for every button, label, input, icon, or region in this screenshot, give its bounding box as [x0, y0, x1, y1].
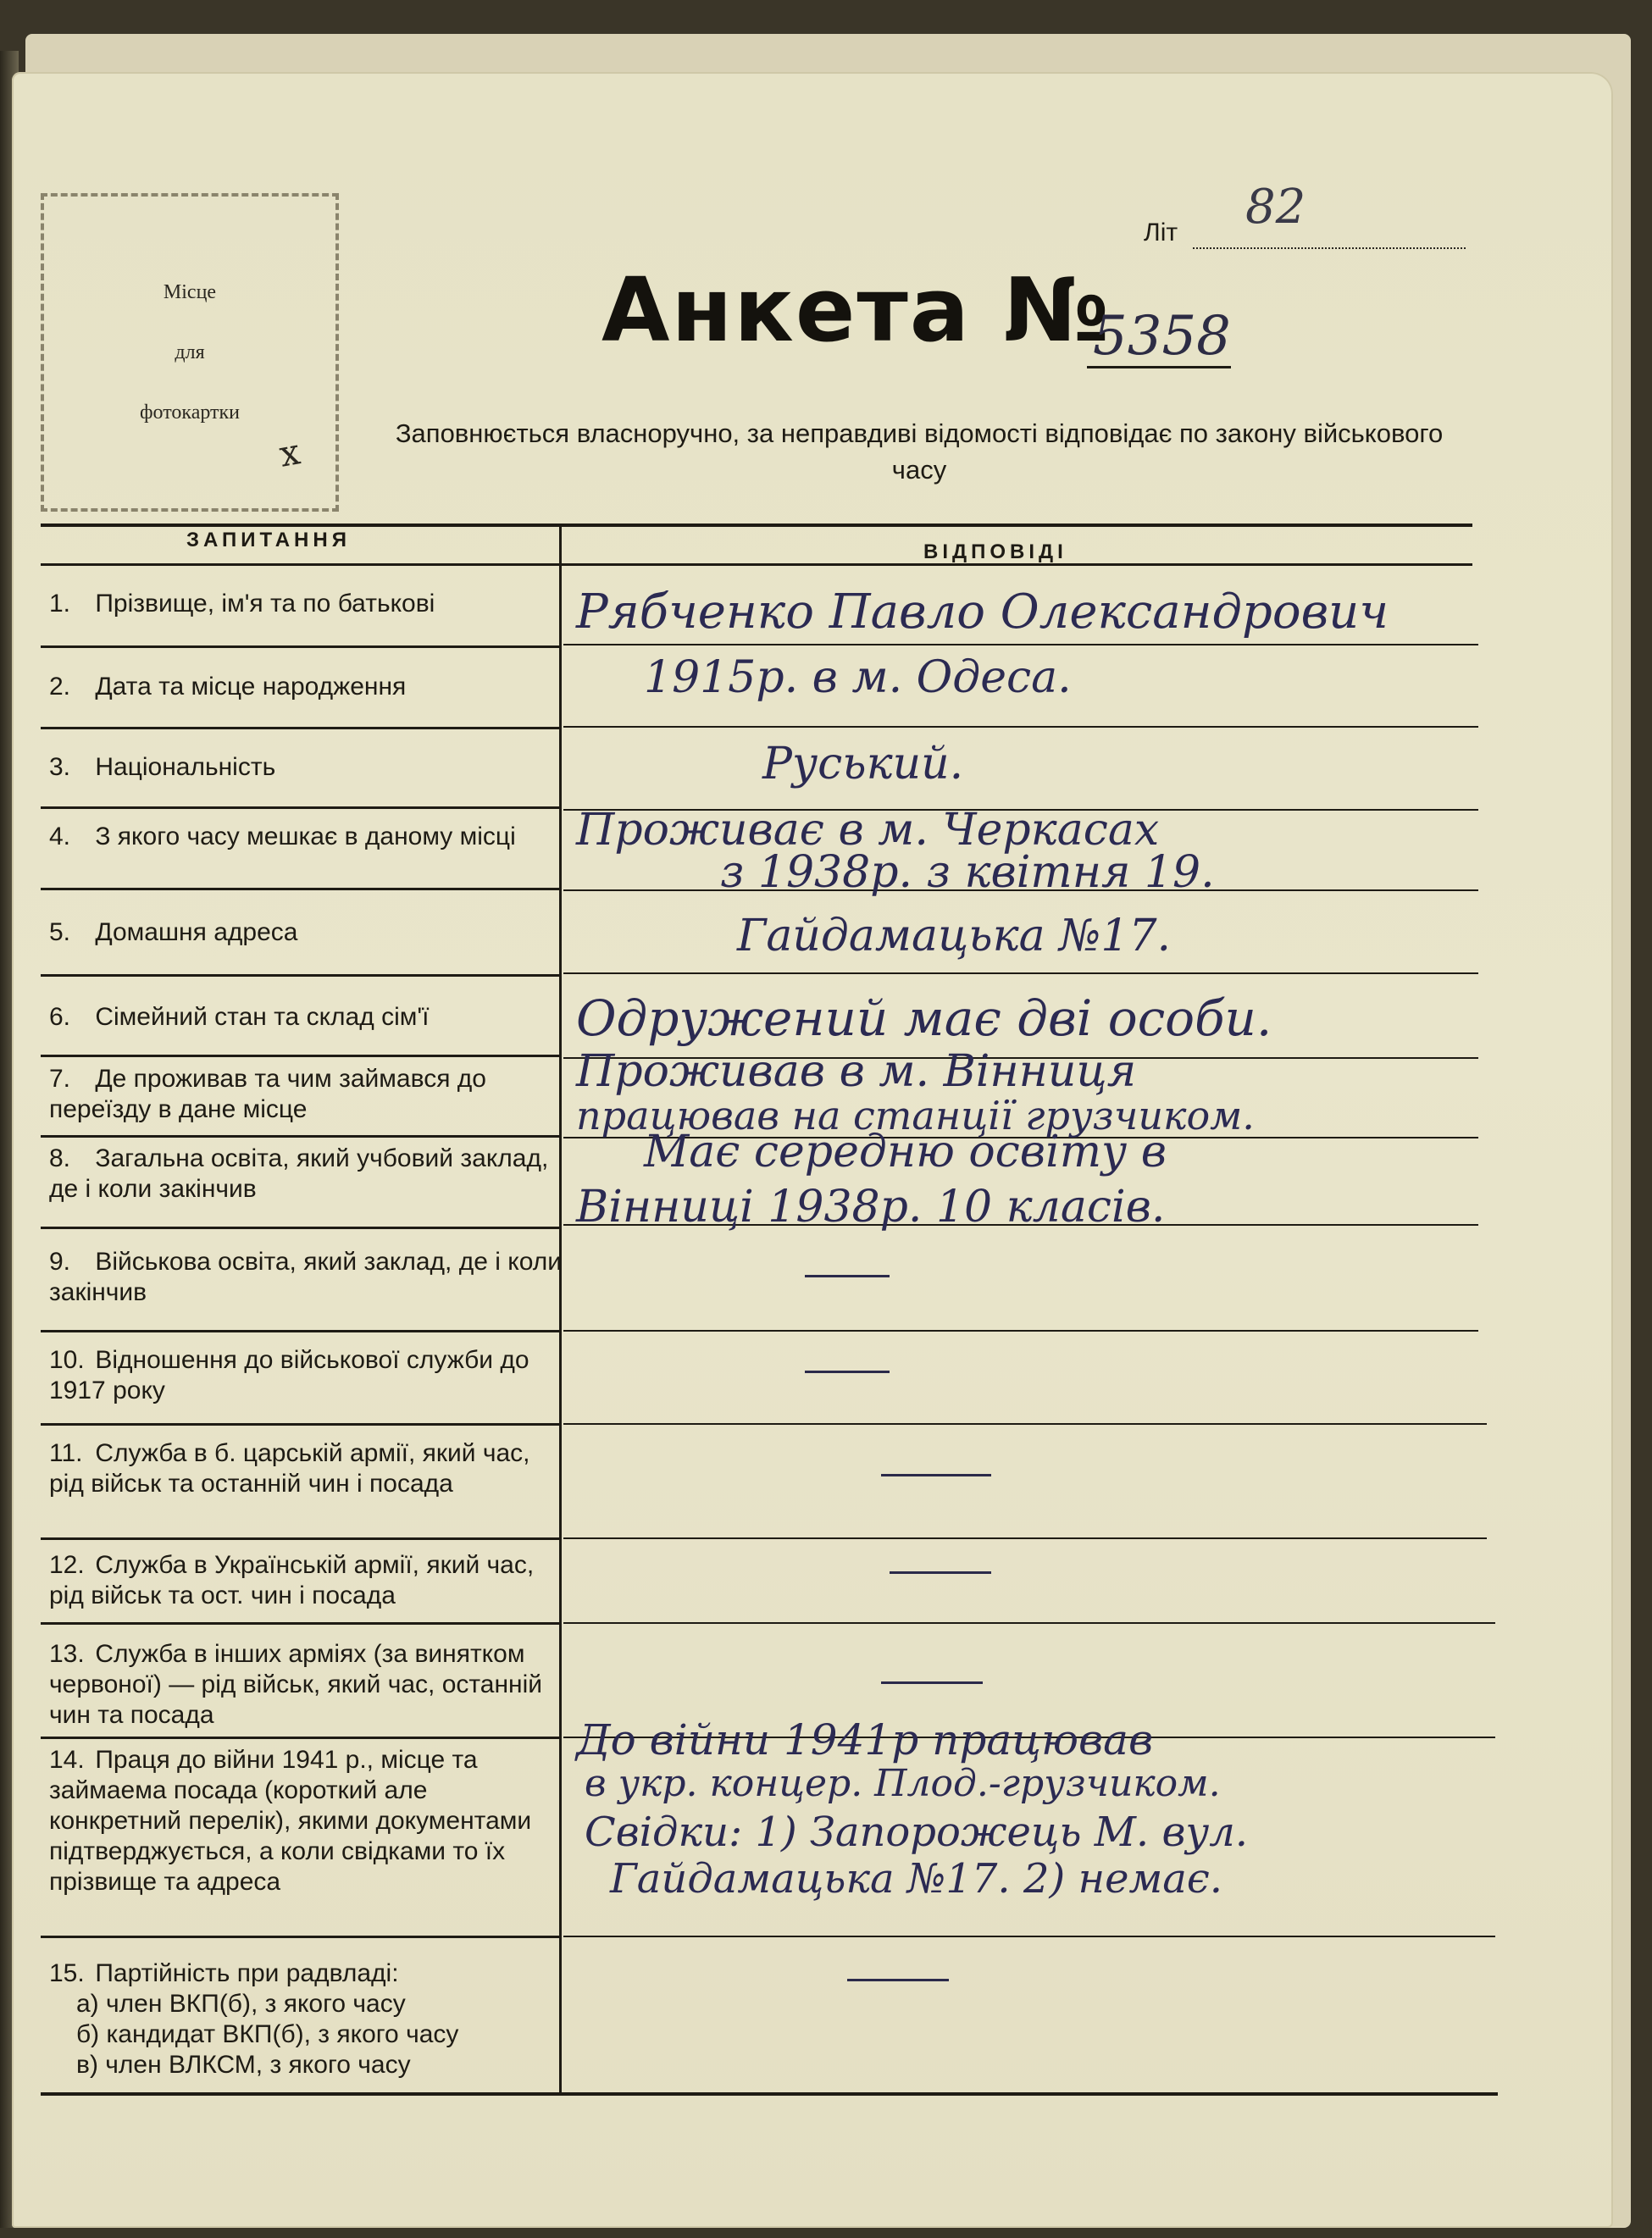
- row-rule: [41, 1135, 559, 1138]
- question-14: [49, 1745, 562, 1897]
- question-6: [49, 1002, 562, 1033]
- photo-label-2: для: [175, 341, 205, 363]
- questions-heading: ЗАПИТАННЯ: [186, 529, 351, 551]
- answer-4-line-2: з 1938р. з квітня 19.: [720, 847, 1215, 898]
- question-number: 13.: [49, 1640, 85, 1668]
- blank-answer-dash: [805, 1371, 890, 1373]
- row-rule: [41, 1936, 559, 1938]
- row-rule: [41, 1737, 559, 1739]
- row-rule: [41, 1055, 559, 1057]
- question-10: [49, 1345, 562, 1406]
- answer-3: Руський.: [762, 739, 964, 789]
- question-9: [49, 1247, 562, 1308]
- answer-14-line-3: Свідки: 1) Запорожець М. вул.: [585, 1809, 1249, 1856]
- question-15: [49, 1958, 562, 2080]
- row-rule: [41, 1227, 559, 1229]
- question-sub-b: б) кандидат ВКП(б), з якого часу: [76, 2020, 459, 2048]
- question-text: Сімейний стан та склад сім'ї: [95, 1003, 430, 1031]
- row-rule: [41, 727, 559, 729]
- question-text: Домашня адреса: [95, 918, 298, 946]
- question-number: 12.: [49, 1551, 85, 1579]
- question-13: [49, 1639, 562, 1731]
- answer-ruling: [563, 1330, 1478, 1332]
- row-rule: [41, 974, 559, 977]
- question-number: 15.: [49, 1959, 85, 1987]
- question-number: 2.: [49, 673, 71, 701]
- table-bottom-rule: [41, 2092, 1498, 2096]
- answer-14-line-2: в укр. концер. Плод.-грузчиком.: [585, 1762, 1221, 1805]
- answer-ruling: [563, 972, 1478, 974]
- question-2: [49, 672, 562, 702]
- answer-7-line-1: Проживав в м. Вінниця: [576, 1046, 1137, 1097]
- number-underline: [1087, 366, 1231, 368]
- answer-ruling: [563, 1622, 1495, 1624]
- question-text: Дата та місце народження: [95, 673, 407, 701]
- answer-ruling: [563, 1537, 1487, 1539]
- question-number: 10.: [49, 1346, 85, 1374]
- page-title: Анкета №: [601, 258, 1111, 362]
- blank-answer-dash: [847, 1979, 949, 1981]
- blank-answer-dash: [890, 1571, 991, 1574]
- question-3: [49, 752, 562, 783]
- question-number: 3.: [49, 753, 71, 781]
- question-text: Відношення до військової служби до 1917 року: [49, 1346, 529, 1404]
- question-number: 4.: [49, 823, 71, 850]
- question-sub-c: в) член ВЛКСМ, з якого часу: [76, 2051, 411, 2079]
- question-number: 9.: [49, 1248, 71, 1276]
- question-text: Служба в б. царській армії, який час, рід військ та останній чин і посада: [49, 1439, 530, 1498]
- question-number: 8.: [49, 1144, 71, 1172]
- question-7: [49, 1064, 562, 1125]
- question-text: Служба в інших арміях (за винятком червоної) — рід військ, який час, останній чин та посада: [49, 1640, 543, 1729]
- question-number: 14.: [49, 1746, 85, 1774]
- blank-answer-dash: [881, 1474, 991, 1476]
- answer-8-line-1: Має середню освіту в: [644, 1127, 1167, 1177]
- answer-ruling: [563, 1936, 1495, 1937]
- row-rule: [41, 806, 559, 809]
- question-sub-a: а) член ВКП(б), з якого часу: [76, 1990, 406, 2018]
- blank-answer-dash: [805, 1275, 890, 1277]
- question-text: Прізвище, ім'я та по батькові: [95, 590, 435, 618]
- photo-label-1: Місце: [163, 280, 217, 303]
- question-5: [49, 917, 562, 948]
- questionnaire-number: 5358: [1093, 305, 1231, 368]
- table-top-rule: [41, 523, 1472, 527]
- answer-ruling: [563, 1423, 1487, 1425]
- lit-value: 82: [1245, 180, 1306, 235]
- question-text: З якого часу мешкає в даному місці: [95, 823, 516, 850]
- question-4: [49, 822, 562, 852]
- photo-label-3: фотокартки: [139, 401, 241, 424]
- lit-underline: [1193, 247, 1466, 249]
- row-rule: [41, 888, 559, 890]
- row-rule: [41, 1622, 559, 1625]
- answer-14-line-4: Гайдамацька №17. 2) немає.: [610, 1855, 1223, 1903]
- question-number: 7.: [49, 1065, 71, 1093]
- answer-ruling: [563, 644, 1478, 645]
- question-text: Партійність при радвладі:: [95, 1959, 399, 1987]
- lit-label: Літ: [1144, 219, 1178, 247]
- question-text: Військова освіта, який заклад, де і коли закінчив: [49, 1248, 562, 1306]
- answer-1: Рябченко Павло Олександрович: [576, 584, 1389, 640]
- answer-ruling: [563, 726, 1478, 728]
- answer-8-line-2: Вінниці 1938р. 10 класів.: [576, 1182, 1166, 1233]
- row-rule: [41, 1330, 559, 1332]
- answers-heading: ВІДПОВІДІ: [923, 540, 1067, 563]
- question-number: 6.: [49, 1003, 71, 1031]
- answer-4-line-1: Проживає в м. Черкасах: [576, 805, 1160, 856]
- blank-answer-dash: [881, 1681, 983, 1684]
- question-text: Національність: [95, 753, 276, 781]
- question-text: Загальна освіта, який учбовий заклад, де і коли закінчив: [49, 1144, 549, 1203]
- question-text: Праця до війни 1941 р., місце та займаема посада (короткий але конкретний перелік), якими документами підтверджується, а коли свідками то їх прізвище та адреса: [49, 1746, 532, 1896]
- question-number: 1.: [49, 590, 71, 618]
- answer-7-line-2: працював на станції грузчиком.: [576, 1093, 1255, 1138]
- page-subtitle: Заповнюється власноручно, за неправдиві відомості відповідає по закону військового часу: [395, 418, 1444, 485]
- question-number: 5.: [49, 918, 71, 946]
- header-rule: [41, 563, 1472, 566]
- answer-14-line-1: До війни 1941р працював: [576, 1715, 1154, 1764]
- question-12: [49, 1550, 562, 1611]
- question-number: 11.: [49, 1439, 83, 1467]
- question-text: Служба в Українській армії, який час, рід військ та ост. чин і посада: [49, 1551, 535, 1609]
- photo-mark: x: [275, 430, 303, 475]
- row-rule: [41, 1537, 559, 1540]
- answer-2: 1915р. в м. Одеса.: [644, 652, 1072, 703]
- row-rule: [41, 645, 559, 648]
- question-text: Де проживав та чим займався до переїзду в дане місце: [49, 1065, 486, 1123]
- answer-5: Гайдамацька №17.: [737, 911, 1172, 961]
- question-11: [49, 1438, 562, 1499]
- answer-6: Одружений має дві особи.: [576, 989, 1272, 1047]
- row-rule: [41, 1423, 559, 1426]
- question-1: [49, 589, 562, 619]
- question-8: [49, 1144, 562, 1205]
